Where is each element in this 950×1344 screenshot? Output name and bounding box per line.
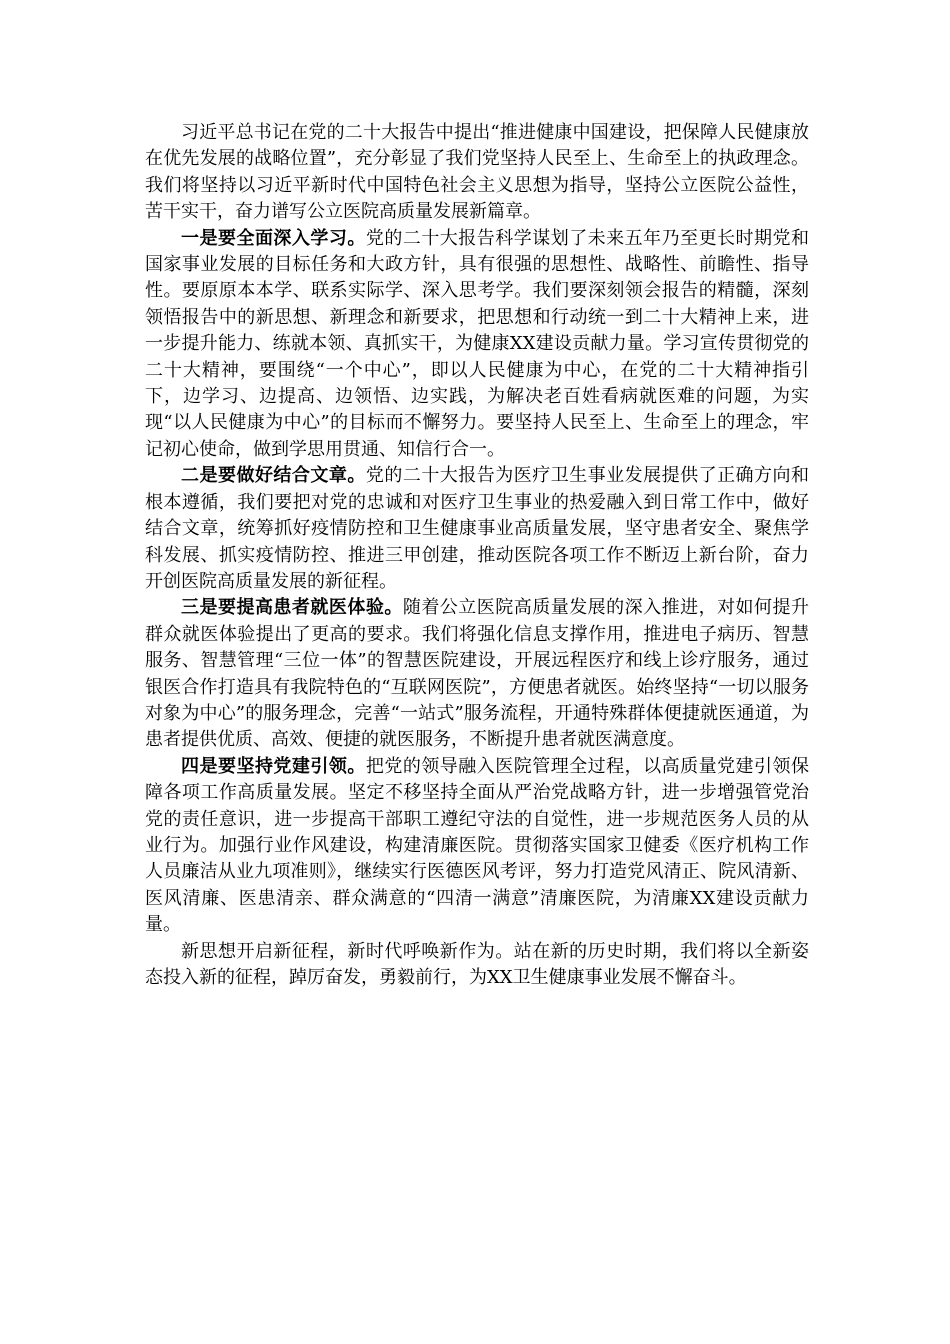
paragraph-lead: 一是要全面深入学习。 xyxy=(181,227,366,249)
paragraph-text: 随着公立医院高质量发展的深入推进，对如何提升群众就医体验提出了更高的要求。我们将强化信息支撑作用，推进电子病历、智慧服务、智慧管理“三位一体”的智慧医院建设，开展远程医疗和线上诊疗服务，通过银医合作打造具有我院特色的“互联网医院”，方便患者就医。始终坚持“一切以服务对象为中心”的服务理念，完善“一站式”服务流程，开通特殊群体便捷就医通道，为患者提供优质、高效、便捷的就医服务，不断提升患者就医满意度。 xyxy=(145,597,810,751)
paragraph-point-2 xyxy=(145,463,809,595)
paragraph-point-1 xyxy=(145,226,809,464)
paragraph-conclusion xyxy=(145,939,809,992)
paragraph-text: 党的二十大报告为医疗卫生事业发展提供了正确方向和根本遵循，我们要把对党的忠诚和对医疗卫生事业的热爱融入到日常工作中，做好结合文章，统筹抓好疫情防控和卫生健康事业高质量发展，坚守患者安全、聚焦学科发展、抓实疫情防控、推进三甲创建，推动医院各项工作不断迈上新台阶，奋力开创医院高质量发展的新征程。 xyxy=(145,465,810,592)
paragraph-intro xyxy=(145,120,809,226)
paragraph-text: 把党的领导融入医院管理全过程，以高质量党建引领保障各项工作高质量发展。坚定不移坚持全面从严治党战略方针，进一步增强管党治党的责任意识，进一步提高干部职工遵纪守法的自觉性，进一步规范医务人员的从业行为。加强行业作风建设，构建清廉医院。贯彻落实国家卫健委《医疗机构工作人员廉洁从业九项准则》，继续实行医德医风考评，努力打造党风清正、院风清新、医风清廉、医患清亲、群众满意的“四清一满意”清廉医院，为清廉XX建设贡献力量。 xyxy=(145,755,810,936)
paragraph-lead: 二是要做好结合文章。 xyxy=(181,465,366,487)
paragraph-lead: 四是要坚持党建引领。 xyxy=(181,755,366,777)
paragraph-text: 党的二十大报告科学谋划了未来五年乃至更长时期党和国家事业发展的目标任务和大政方针，具有很强的思想性、战略性、前瞻性、指导性。要原原本本学、联系实际学、深入思考学。我们要深刻领会报告的精髓，深刻领悟报告中的新思想、新理念和新要求，把思想和行动统一到二十大精神上来，进一步提升能力、练就本领、真抓实干，为健康XX建设贡献力量。学习宣传贯彻党的二十大精神，要围绕“一个中心”，即以人民健康为中心，在党的二十大精神指引下，边学习、边提高、边领悟、边实践，为解决老百姓看病就医难的问题，为实现“以人民健康为中心”的目标而不懈努力。要坚持人民至上、生命至上的理念，牢记初心使命，做到学思用贯通、知信行合一。 xyxy=(145,227,810,460)
paragraph-point-4 xyxy=(145,754,809,939)
paragraph-text: 习近平总书记在党的二十大报告中提出“推进健康中国建设，把保障人民健康放在优先发展的战略位置”，充分彰显了我们党坚持人民至上、生命至上的执政理念。我们将坚持以习近平新时代中国特色社会主义思想为指导，坚持公立医院公益性，苦干实干，奋力谱写公立医院高质量发展新篇章。 xyxy=(145,122,809,223)
paragraph-point-3 xyxy=(145,595,809,753)
paragraph-lead: 三是要提高患者就医体验。 xyxy=(181,597,403,619)
document-body xyxy=(145,120,809,991)
paragraph-text: 新思想开启新征程，新时代呼唤新作为。站在新的历史时期，我们将以全新姿态投入新的征程，踔厉奋发，勇毅前行，为XX卫生健康事业发展不懈奋斗。 xyxy=(145,940,809,988)
